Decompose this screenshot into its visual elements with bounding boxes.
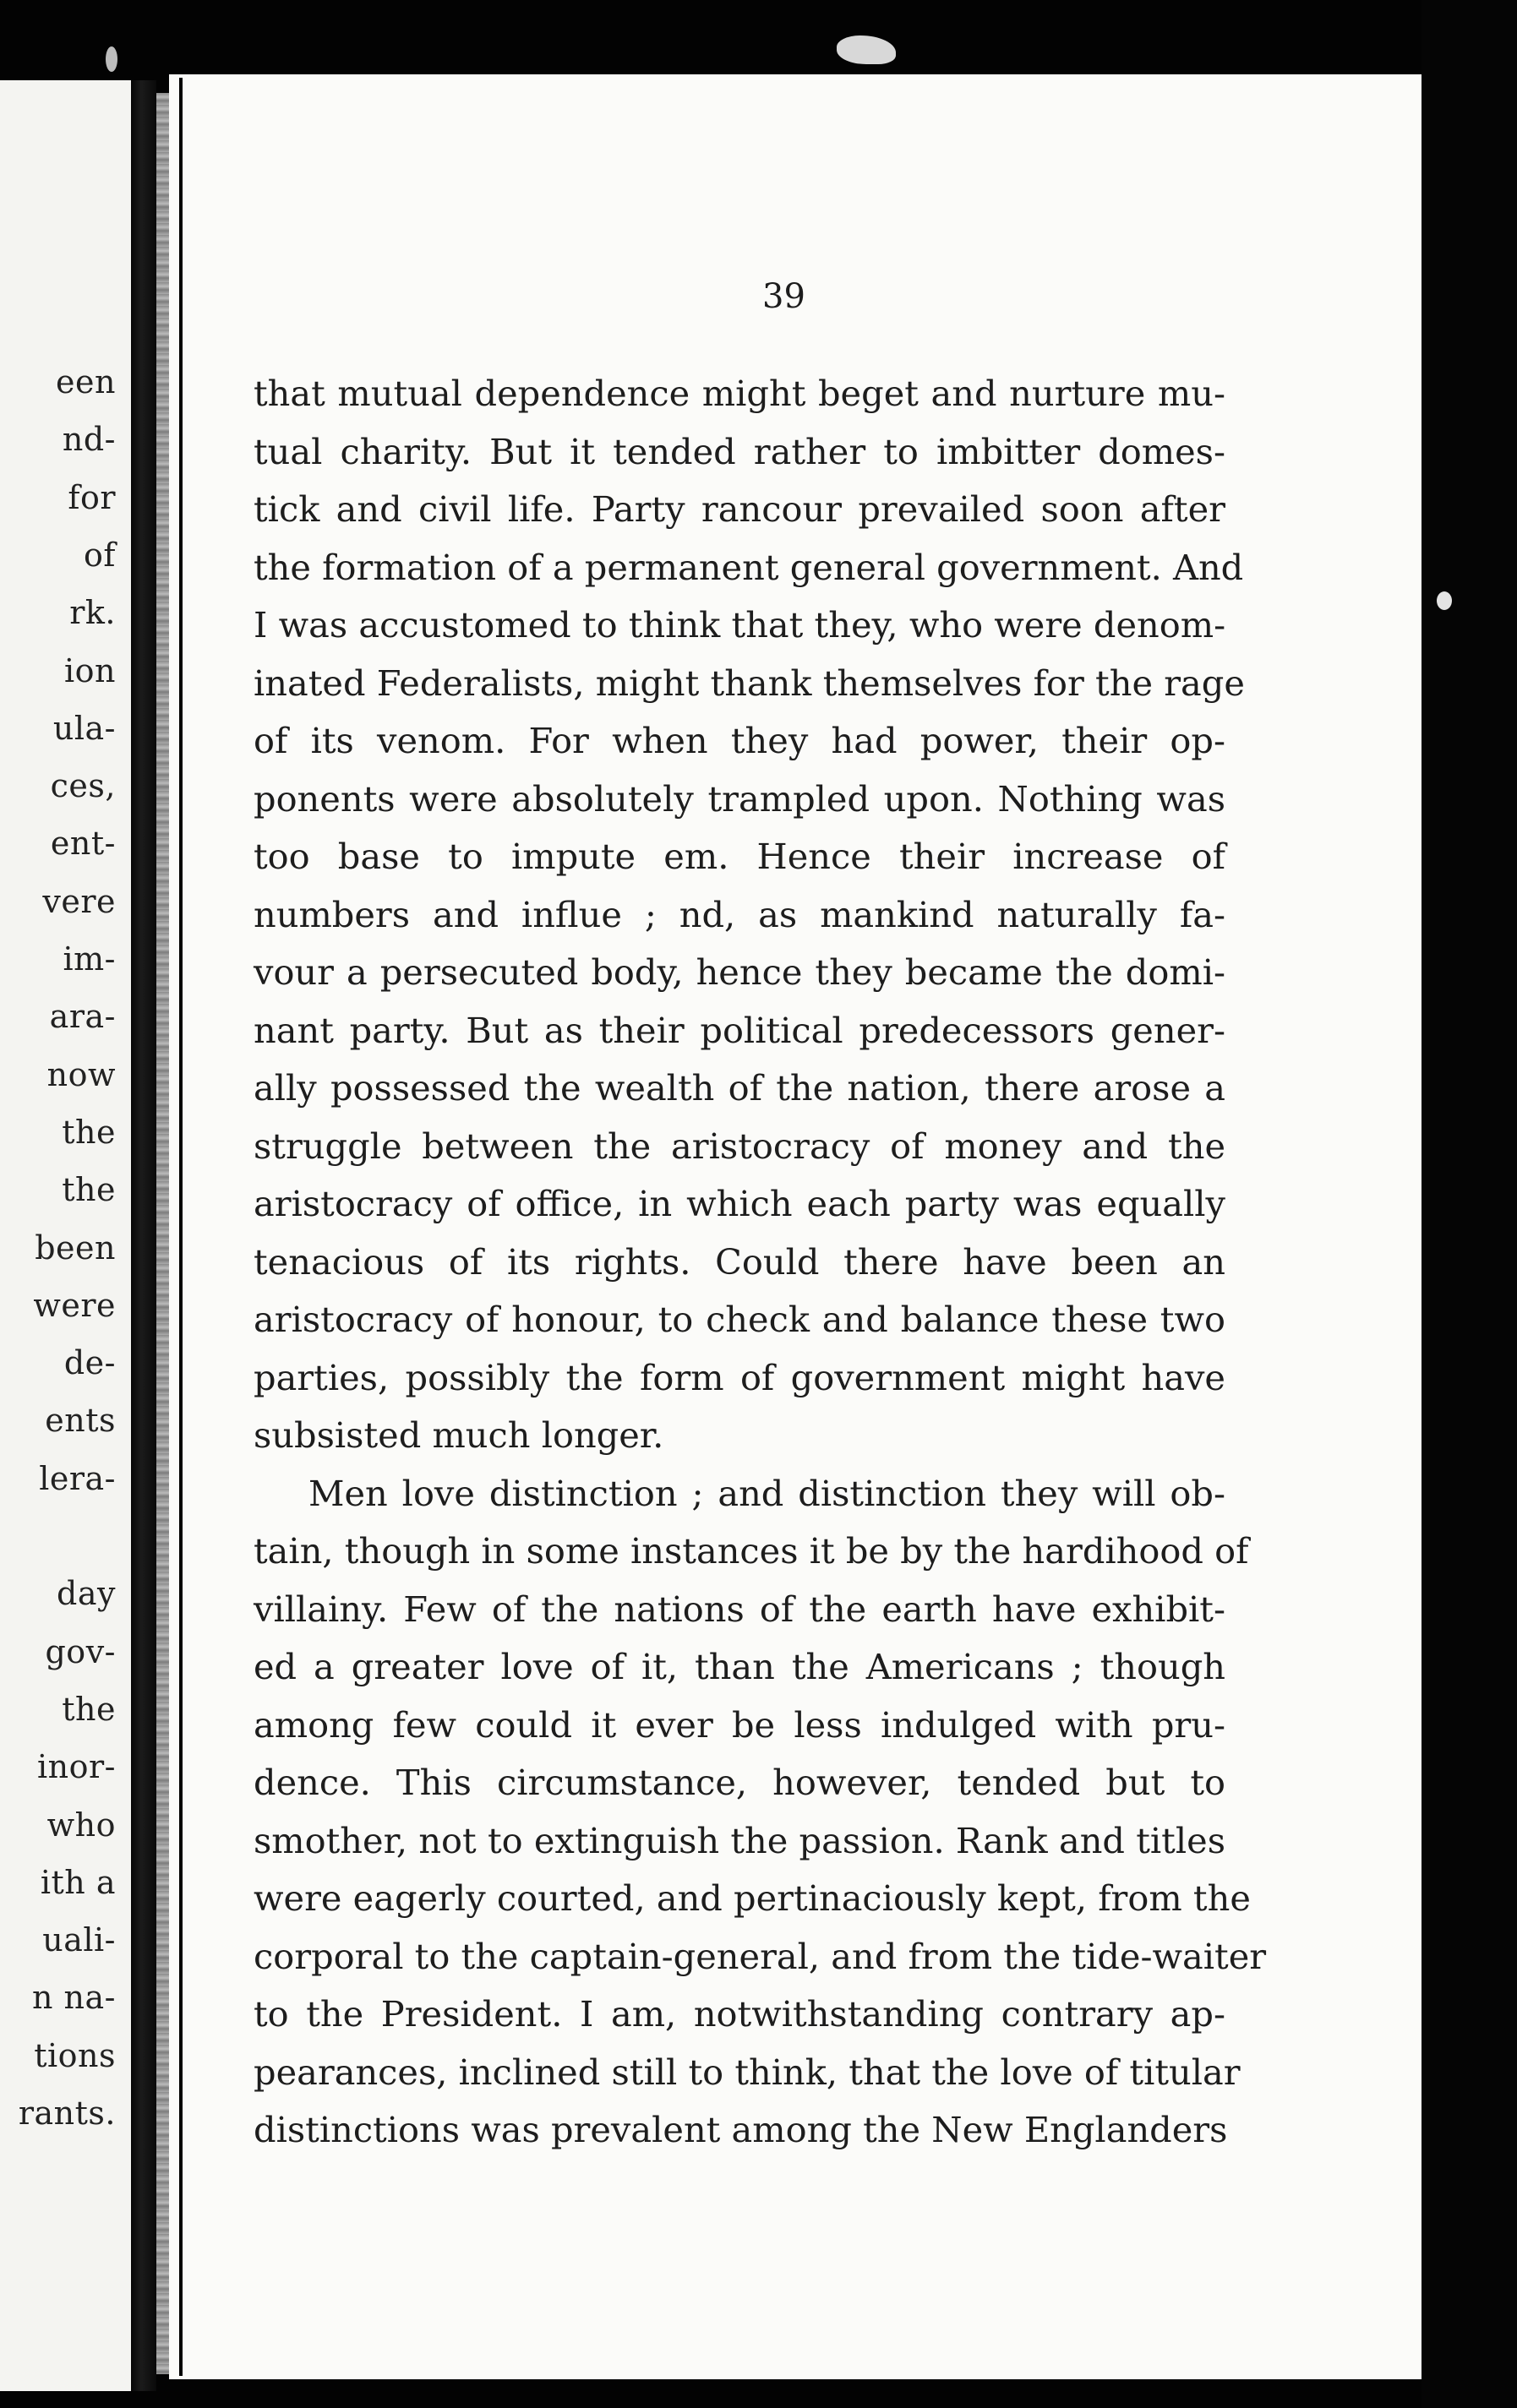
left-page-line-fragment: ces, bbox=[50, 767, 116, 805]
left-page-line-fragment: inor- bbox=[36, 1748, 116, 1786]
left-page-line-fragment: ent- bbox=[50, 825, 116, 863]
left-page-line-fragment: nd- bbox=[62, 421, 116, 459]
body-text-line: Men love distinction ; and distinction they will ob- bbox=[308, 1472, 1225, 1514]
body-text-line: I was accustomed to think that they, who were denom- bbox=[254, 604, 1226, 646]
left-page-line-fragment: rk. bbox=[69, 594, 116, 632]
body-text-line: that mutual dependence might beget and nurture mu- bbox=[254, 373, 1225, 414]
left-page-line-fragment: the bbox=[62, 1690, 116, 1728]
page-border-line bbox=[179, 78, 183, 2376]
body-text-line: the formation of a permanent general government. And bbox=[254, 546, 1244, 588]
body-text-line: aristocracy of office, in which each party was equally bbox=[254, 1183, 1225, 1224]
body-text-line: of its venom. For when they had power, their op- bbox=[254, 720, 1225, 761]
body-text-line: to the President. I am, notwithstanding contrary ap- bbox=[254, 1993, 1225, 2035]
left-page-line-fragment: were bbox=[33, 1286, 116, 1324]
body-text-line: inated Federalists, might thank themselves for the rage bbox=[254, 662, 1245, 704]
body-text-line: ally possessed the wealth of the nation, there arose a bbox=[254, 1067, 1225, 1109]
body-text-line: nant party. But as their political predecessors gener- bbox=[254, 1009, 1225, 1051]
left-page-line-fragment: im- bbox=[63, 940, 116, 978]
page-number: 39 bbox=[762, 277, 805, 316]
left-page-line-fragment: de- bbox=[63, 1344, 116, 1382]
left-page-line-fragment: tions bbox=[34, 2036, 116, 2074]
body-text-line: struggle between the aristocracy of money and the bbox=[254, 1125, 1225, 1167]
body-text-line: ed a greater love of it, than the Americans ; though bbox=[254, 1646, 1225, 1687]
left-page-line-fragment: for bbox=[68, 478, 116, 516]
body-text-line: distinctions was prevalent among the New Englanders bbox=[254, 2109, 1228, 2150]
left-page-line-fragment: ion bbox=[63, 651, 116, 689]
body-text-line: vour a persecuted body, hence they became the domi- bbox=[254, 951, 1225, 993]
left-page-line-fragment: been bbox=[35, 1229, 116, 1267]
left-page-line-fragment: rants. bbox=[18, 2095, 116, 2132]
body-text-line: tual charity. But it tended rather to imbitter domes- bbox=[254, 430, 1225, 472]
left-facing-page bbox=[0, 80, 131, 2391]
left-page-line-fragment: vere bbox=[42, 882, 116, 920]
scan-speck bbox=[837, 35, 896, 64]
left-page-line-fragment: lera- bbox=[39, 1459, 116, 1497]
book-gutter bbox=[131, 80, 156, 2391]
left-page-line-fragment: ara- bbox=[49, 998, 116, 1036]
body-text-line: among few could it ever be less indulged with pru- bbox=[254, 1703, 1225, 1746]
body-text-line: smother, not to extinguish the passion. Rank and titles bbox=[254, 1819, 1225, 1861]
left-page-line-fragment: who bbox=[46, 1806, 116, 1844]
body-text-line: aristocracy of honour, to check and balance these two bbox=[254, 1299, 1225, 1340]
left-page-line-fragment: uali- bbox=[42, 1921, 116, 1959]
left-page-line-fragment: ith a bbox=[40, 1863, 116, 1901]
scan-background-margin bbox=[1422, 0, 1517, 2408]
body-text-line: ponents were absolutely trampled upon. Nothing was bbox=[254, 777, 1225, 820]
scan-speck bbox=[106, 46, 117, 72]
left-page-line-fragment: now bbox=[46, 1055, 116, 1093]
left-page-line-fragment: een bbox=[56, 363, 116, 400]
body-text-line: tain, though in some instances it be by the hardihood of bbox=[254, 1530, 1249, 1572]
body-text-line: pearances, inclined still to think, that the love of titular bbox=[254, 2051, 1241, 2093]
body-text-line: numbers and influe ; nd, as mankind naturally fa- bbox=[254, 893, 1225, 935]
left-page-line-fragment: gov- bbox=[45, 1632, 116, 1670]
body-text-line: corporal to the captain-general, and from the tide-waiter bbox=[254, 1935, 1267, 1977]
left-page-line-fragment: the bbox=[62, 1171, 116, 1209]
left-page-line-fragment: the bbox=[62, 1113, 116, 1151]
page-body-text bbox=[254, 365, 1267, 2160]
body-text-line: tick and civil life. Party rancour prevailed soon after bbox=[254, 488, 1225, 530]
scan-speck bbox=[1437, 591, 1452, 610]
left-page-line-fragment: ents bbox=[45, 1402, 116, 1440]
left-page-line-fragment: day bbox=[57, 1575, 116, 1613]
page-edge-stack bbox=[156, 93, 170, 2374]
body-text-line: parties, possibly the form of government might have bbox=[254, 1356, 1225, 1398]
body-text-line: dence. This circumstance, however, tended but to bbox=[254, 1762, 1225, 1803]
body-text-line: too base to impute em. Hence their increase of bbox=[254, 836, 1225, 877]
body-text-line: villainy. Few of the nations of the earth have exhibit- bbox=[254, 1588, 1225, 1630]
left-page-line-fragment: of bbox=[84, 536, 116, 574]
body-text-line: tenacious of its rights. Could there have been an bbox=[254, 1240, 1225, 1283]
left-page-line-fragment: ula- bbox=[52, 709, 116, 747]
body-text-line: were eagerly courted, and pertinaciously kept, from the bbox=[254, 1877, 1251, 1919]
body-text-line: subsisted much longer. bbox=[254, 1414, 664, 1456]
left-page-line-fragment: n na- bbox=[31, 1979, 116, 2017]
